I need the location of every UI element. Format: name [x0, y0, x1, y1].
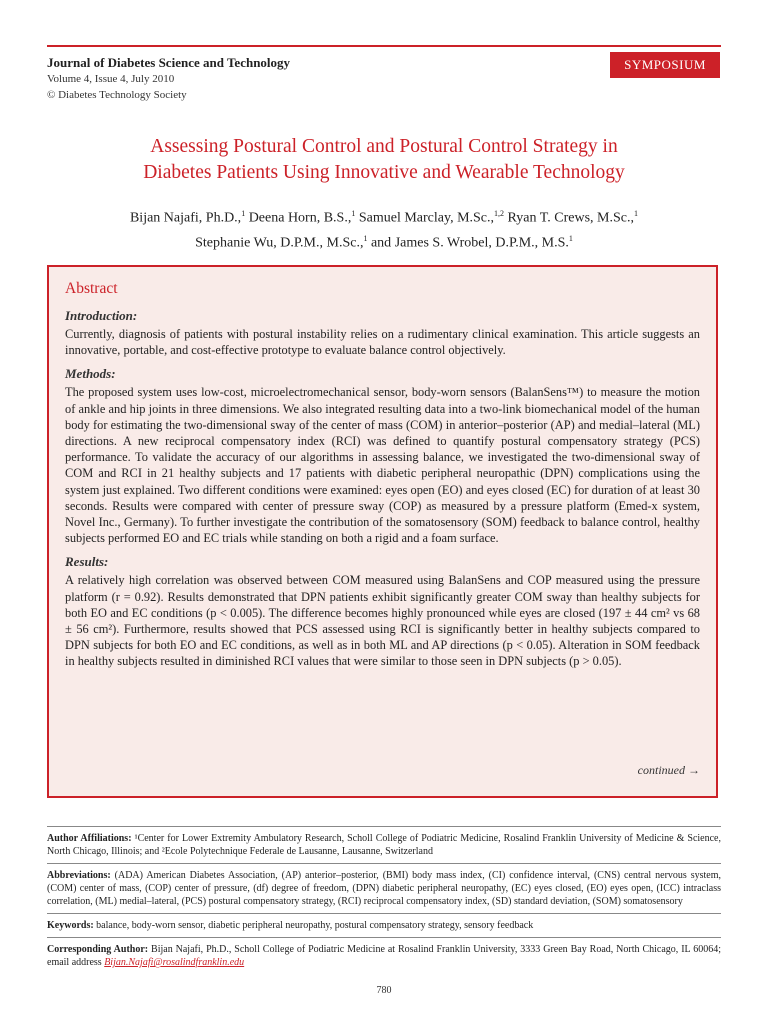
footnote-label: Author Affiliations:	[47, 833, 132, 844]
author-separator: and	[367, 235, 395, 251]
footnote-label: Corresponding Author:	[47, 944, 149, 955]
footnote-divider	[47, 913, 721, 914]
footnote-keywords	[47, 919, 721, 932]
arrow-right-icon: →	[688, 763, 700, 777]
page-number: 780	[376, 985, 392, 996]
abstract-heading: Abstract	[65, 280, 118, 297]
author-name: Samuel Marclay, M.Sc.,	[358, 210, 495, 226]
article-title	[40, 134, 728, 186]
author-name: Ryan T. Crews, M.Sc.,	[507, 210, 635, 226]
email-link[interactable]: Bijan.Najafi@rosalindfranklin.edu	[104, 957, 245, 968]
section-heading-methods: Methods:	[65, 366, 116, 382]
author-list	[40, 204, 728, 253]
footnote-text: Bijan Najafi, Ph.D., Scholl College of Podiatric Medicine at Rosalind Franklin University, 3333 Green Bay Road, North Chicago, IL 60064; email address	[47, 944, 721, 968]
journal-name: Journal of Diabetes Science and Technology	[47, 55, 291, 70]
top-rule	[47, 45, 721, 47]
author-line-1	[40, 204, 728, 229]
author-name: Bijan Najafi, Ph.D.,	[129, 210, 242, 226]
section-heading-results: Results:	[65, 554, 109, 570]
author-affiliation-mark: 1	[363, 233, 368, 243]
symposium-badge: SYMPOSIUM	[610, 52, 720, 78]
footnote-abbreviations	[47, 869, 721, 908]
continued-label: continued	[637, 763, 685, 777]
continued-marker	[638, 763, 700, 778]
author-name: Deena Horn, B.S.,	[248, 210, 352, 226]
abstract-content	[65, 279, 700, 677]
author-affiliation-mark: 1,2	[494, 209, 505, 218]
footnote-label: Keywords:	[47, 920, 94, 931]
footnote-affiliations	[47, 832, 721, 858]
title-line-2: Diabetes Patients Using Innovative and Wearable Technology	[143, 162, 625, 183]
title-line-1: Assessing Postural Control and Postural Control Strategy in	[150, 136, 618, 157]
author-affiliation-mark: 1	[568, 233, 573, 243]
author-affiliation-mark: 1	[351, 209, 356, 218]
section-text-results: A relatively high correlation was observed between COM measured using BalanSens and COP measured using the pressure platform (r = 0.92). Results demonstrated that DPN patients exhibit significantly greater COM sway than healthy subjects for both EO and EC conditions (p < 0.005). The difference becomes highly pronounced while eyes are closed (197 ± 44 cm² vs 68 ± 56 cm²). Furthermore, results showed that PCS assessed using RCI is significantly better in healthy subjects compared to DPN subjects for both EO and EC conditions, as well as in both ML and AP directions (p < 0.05). Alteration in SOM feedback in healthy subjects resulted in diminished RCI values that were similar to those seen in DPN subjects (p > 0.05).	[65, 573, 700, 669]
footnote-text: ¹Center for Lower Extremity Ambulatory Research, Scholl College of Podiatric Medicine, Rosalind Franklin University of Medicine & Science, North Chicago, Illinois; and ²Ecole Polytechnique Federale de Lausanne, Lausanne, Switzerland	[47, 833, 721, 857]
section-heading-introduction: Introduction:	[65, 308, 138, 323]
author-name: Stephanie Wu, D.P.M., M.Sc.,	[195, 235, 364, 251]
journal-header	[47, 54, 290, 103]
abstract-box	[47, 265, 718, 798]
footnote-label: Abbreviations:	[47, 870, 111, 881]
author-name: James S. Wrobel, D.P.M., M.S.	[394, 235, 569, 251]
section-text-introduction: Currently, diagnosis of patients with postural instability relies on a rudimentary clinical examination. This article suggests an innovative, portable, and cost-effective prototype to evaluate balance control objectively.	[65, 327, 700, 358]
author-affiliation-mark: 1	[241, 209, 246, 218]
footnote-corresponding-author	[47, 943, 721, 969]
journal-volume: Volume 4, Issue 4, July 2010	[47, 73, 175, 85]
author-line-2	[40, 229, 728, 254]
footnote-divider	[47, 937, 721, 938]
footnote-divider	[47, 826, 721, 827]
journal-copyright: © Diabetes Technology Society	[47, 89, 187, 101]
footnote-divider	[47, 863, 721, 864]
footnote-text: balance, body-worn sensor, diabetic peripheral neuropathy, postural compensatory strategy, sensory feedback	[96, 920, 534, 931]
author-affiliation-mark: 1	[634, 209, 639, 218]
footnotes	[47, 826, 721, 974]
footnote-text: (ADA) American Diabetes Association, (AP) anterior–posterior, (BMI) body mass index, (CI) confidence interval, (CNS) central nervous system, (COM) center of mass, (COP) center of pressure, (df) degree of freedom, (DPN) diabetic peripheral neuropathy, (EC) eyes closed, (EO) eyes open, (ICC) intraclass correlation, (ML) medial–lateral, (PCS) postural compensatory strategy, (RCI) reciprocal compensatory index, (SD) standard deviation, (SOM) somatosensory	[47, 870, 721, 907]
section-text-methods: The proposed system uses low-cost, microelectromechanical sensor, body-worn sensors (BalanSens™) to measure the motion of ankle and hip joints in three dimensions. We also integrated resulting data into a two-link biomechanical model of the human body for estimating the two-dimensional sway of the center of mass (COM) in anterior–posterior (AP) and medial–lateral (ML) directions. A new reciprocal compensatory index (RCI) was defined to quantify postural compensatory strategy (PCS) performance. To validate the accuracy of our algorithms in assessing balance, we investigated the two-dimensional sway of COM and RCI in 21 healthy subjects and 17 patients with diabetic peripheral neuropathic (DPN) complications using the system just explained. Two different conditions were examined: eyes open (EO) and eyes closed (EC) for duration of at least 30 seconds. Results were compared with center of pressure sway (COP) as measured by a pressure platform (Emed-x system, Novel Inc., Germany). To further investigate the contribution of the somatosensory (SOM) feedback to balance control, healthy subjects performed EO and EC trials while standing on both a rigid and a foam surface.	[65, 385, 700, 546]
